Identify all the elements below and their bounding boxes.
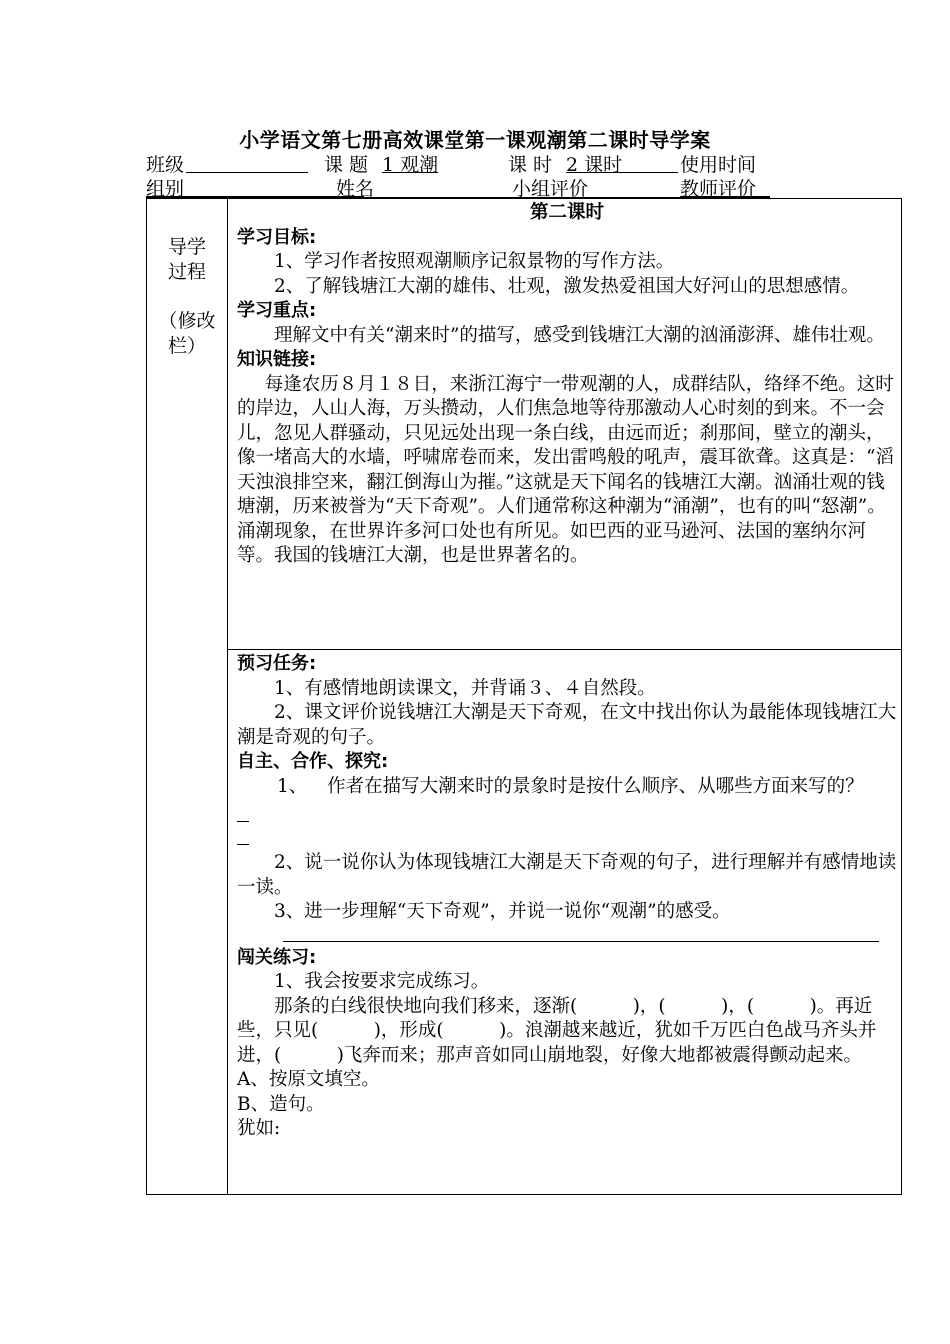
lesson-label: 课 题 [324, 154, 369, 176]
section-2 [237, 652, 897, 1142]
link-text: 每逢农历８月１８日，来浙江海宁一带观潮的人，成群结队，络绎不绝。这时的岸边，人山人海，万头攒动，人们焦急地等待那激动人心时刻的到来。不一会儿，忽见人群骚动，只见远处出现一条白线，由远而近；刹那间，壁立的潮头，像一堵高大的水墙，呼啸席卷而来，发出雷鸣般的吼声，震耳欲聋。这真是：“滔天浊浪排空来，翻江倒海山为摧。”这就是天下闻名的钱塘江大潮。汹涌壮观的钱塘潮，历来被誉为“天下奇观”。人们通常称这种潮为“涌潮”，也有的叫“怒潮”。涌潮现象，在世界许多河口处也有所见。如巴西的亚马逊河、法国的塞纳尔河等。我国的钱塘江大潮，也是世界著名的。 [237, 373, 894, 566]
practice-c: 犹如: [237, 1118, 281, 1139]
preview-1: 1、有感情地朗读课文，并背诵３、４自然段。 [274, 677, 656, 699]
left-label-3: （修改 [158, 310, 216, 332]
link-title: 知识链接: [237, 349, 317, 370]
explore-3: 3、进一步理解“天下奇观”，并说一说你“观潮”的感受。 [274, 901, 731, 922]
left-label-4: 栏） [167, 335, 206, 357]
name-label: 姓名 [336, 178, 375, 200]
section-1 [237, 201, 897, 569]
goal-2: 2、了解钱塘江大潮的雄伟、壮观，激发热爱祖国大好河山的思想感情。 [274, 275, 860, 297]
period-label: 课 时 [508, 154, 553, 176]
practice-title: 闯关练习: [237, 946, 317, 968]
preview-title: 预习任务: [237, 653, 317, 674]
answer-line-1[interactable] [237, 809, 249, 822]
goal-1: 1、学习作者按照观潮顺序记叙景物的写作方法。 [274, 251, 675, 272]
class-label: 班级 [146, 154, 185, 176]
focus-text: 理解文中有关“潮来时”的描写，感受到钱塘江大潮的汹涌澎湃、雄伟壮观。 [274, 324, 885, 346]
practice-a: A、按原文填空。 [237, 1069, 380, 1090]
lesson-table [146, 198, 902, 1195]
answer-line-2[interactable] [237, 832, 249, 845]
teacher-eval-label: 教师评价 [680, 174, 770, 197]
answer-line-3[interactable] [283, 941, 879, 942]
group-eval-label: 小组评价 [512, 178, 589, 200]
left-column-label [147, 235, 227, 359]
section-heading: 第二课时 [529, 202, 604, 223]
use-time-label: 使用时间 [680, 154, 757, 176]
practice-1: 1、我会按要求完成练习。 [274, 971, 490, 992]
practice-passage: 那条的白线很快地向我们移来，逐渐( )，( )，( )。再近些，只见( )，形成( )。浪潮越来越近，犹如千万匹白色战马齐头并进，( )飞奔而来；那声音如同山崩地裂，好像大地都被震得颤动起来。 [237, 995, 877, 1066]
explore-1 [237, 775, 897, 800]
goals-title: 学习目标: [237, 226, 317, 248]
column-divider [227, 199, 228, 1194]
row-divider [227, 649, 901, 650]
explore-1-text: 作者在描写大潮来时的景象时是按什么顺序、从哪些方面来写的？ [327, 775, 864, 797]
focus-title: 学习重点: [237, 300, 317, 321]
left-label-2: 过程 [167, 261, 206, 283]
preview-2: 2、课文评价说钱塘江大潮是天下奇观，在文中找出你认为最能体现钱塘江大潮是奇观的句子。 [237, 702, 897, 748]
left-label-1: 导学 [167, 236, 206, 258]
period-value: 2 课时 [566, 150, 678, 173]
explore-1-number: 1、 [277, 775, 308, 797]
explore-2: 2、说一说你认为体现钱塘江大潮是天下奇观的句子，进行理解并有感情地读一读。 [237, 852, 897, 898]
explore-title: 自主、合作、探究: [237, 751, 389, 772]
lesson-value: 1 观潮 [382, 150, 438, 173]
class-blank[interactable] [186, 150, 308, 173]
group-label: 组别 [146, 174, 364, 197]
document-title: 小学语文第七册高效课堂第一课观潮第二课时导学案 [239, 128, 711, 152]
practice-b: B、造句。 [237, 1093, 325, 1115]
